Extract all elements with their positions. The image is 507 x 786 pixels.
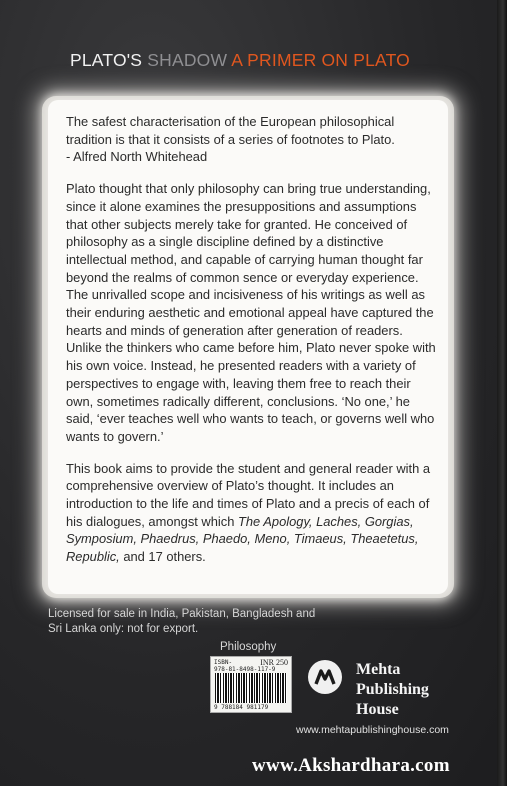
blurb-text xyxy=(66,113,438,580)
book-spine-edge xyxy=(497,0,507,786)
paragraph-2-end: and 17 others. xyxy=(119,549,206,565)
price-label: INR 250 xyxy=(260,658,288,667)
publisher-name xyxy=(356,660,429,720)
isbn-barcode xyxy=(210,656,292,713)
cover-title xyxy=(70,50,450,71)
isbn-number: 978-81-8498-117-9 xyxy=(214,666,276,673)
quote-author: - Alfred North Whitehead xyxy=(66,149,208,165)
watermark-url: www.Akshardhara.com xyxy=(252,755,450,776)
publisher-logo-icon xyxy=(308,660,342,694)
publisher-name-line-2: Publishing xyxy=(356,681,429,698)
opening-quote xyxy=(66,113,438,166)
isbn-label: ISBN- xyxy=(214,659,233,666)
blurb-paragraph-2 xyxy=(66,460,438,566)
title-subtitle: A PRIMER ON PLATO xyxy=(231,50,410,70)
category-label: Philosophy xyxy=(220,641,277,653)
barcode-bars xyxy=(215,673,287,703)
license-notice: Licensed for sale in India, Pakistan, Bangladesh and Sri Lanka only: not for export. xyxy=(48,608,316,635)
publisher-name-line-1: Mehta xyxy=(356,661,401,678)
publisher-logo-mark xyxy=(308,660,342,694)
title-platos: PLATO'S xyxy=(70,50,148,70)
barcode-number: 9 788184 981179 xyxy=(214,704,269,711)
publisher-name-line-3: House xyxy=(356,701,399,718)
blurb-paragraph-1: Plato thought that only philosophy can bring true understanding, since it alone examines the presuppositions and assumptions that other subjects merely take for granted. He conceived of philosophy as a single discipline defined by a distinctive intellectual method, and capable of carrying human thought far beyond the realms of common sence or everyday experience. The unrivalled scope and incisiveness of his writings as well as their enduring aesthetic and emotional appeal have captured the hearts and minds of generation after generation of readers. Unlike the thinkers who came before him, Plato never spoke with his own voice. Instead, he presented readers with a variety of perspectives to engage with, leaving them free to reach their own, sometimes radically different, conclusions. ‘No one,’ he said, ‘ever teaches well who wants to teach, or governs well who wants to govern.’ xyxy=(66,181,436,444)
title-shadow: SHADOW xyxy=(147,50,228,70)
dialogue-titles: The Apology, Laches, Gorgias, Symposium, Phaedrus, Phaedo, Meno, Timaeus, Theaetetus, Republic, xyxy=(66,513,419,565)
paragraph-2-intro: This book aims to provide the student and general reader with a comprehensive overview of Plato’s thought. It includes an introduction to the life and times of Plato and a precis of each of his dialogues, amongst which xyxy=(66,460,431,529)
quote-text: The safest characterisation of the European philosophical tradition is that it consists of a series of footnotes to Plato. xyxy=(66,114,395,147)
publisher-url: www.mehtapublishinghouse.com xyxy=(296,724,449,736)
